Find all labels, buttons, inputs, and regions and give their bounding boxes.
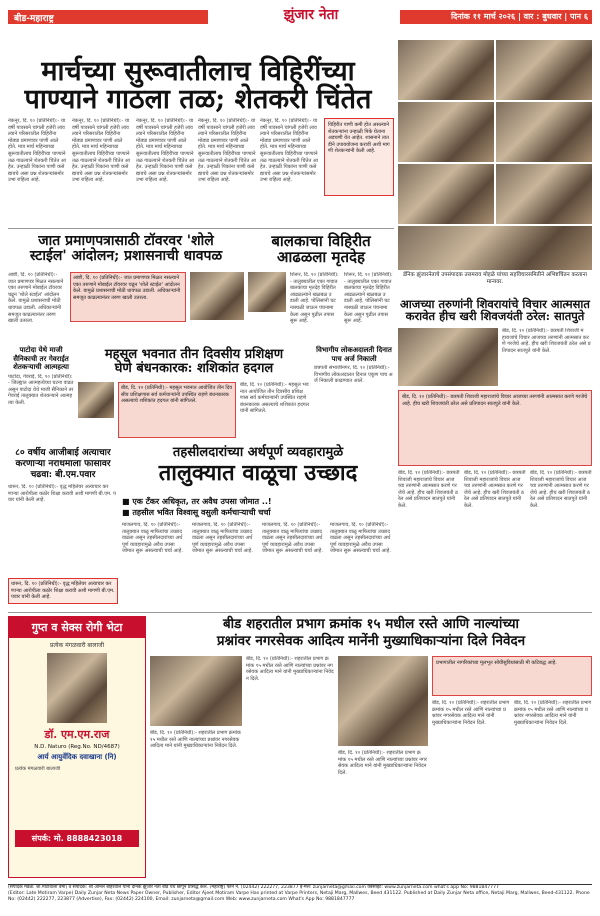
nivedan-body-col2: बीड, दि. १० (प्रतिनिधी):- शहरातील प्रभाग क्रमांक १५ मधील रस्ते आणि नाल्यांच्या प्रश्नांवर नगरसेवक आदित्य माने यांनी मुख्याधिकाऱ्यांना निवेदन दिले.: [432, 700, 510, 726]
valu-bullet-1: ■ एक टँकर अधिकृत, तर अवैध उपसा जोमात ..!: [122, 497, 272, 506]
clinic-ad-doctor: डॉ. एम.एम.राज: [44, 728, 110, 741]
valu-bullet-2: ■ तहसील भवित विश्वासू वसुली कर्मचाऱ्याची चर्चा: [122, 508, 271, 517]
sholay-headline-line1: जात प्रमाणपत्रासाठी टॉवरवर 'शोले: [38, 233, 214, 249]
valu-headline-line2: तालुक्यात वाळूचा उच्छाद: [158, 459, 358, 486]
shivaji-body-col3: बीड, दि. १० (प्रतिनिधी):- छत्रपती शिवाजी महाराजांचे विचार आजच्या तरुणांनी आत्मसात करणे गरजेचे आहे. हीच खरी शिवजयंती ठरेल असे प्रतिपादन सातपुते यांनी केले.: [530, 470, 592, 509]
photo-2: [496, 40, 592, 100]
shivaji-headline-line2: करावेत हीच खरी शिवजयंती ठरेल: सातपुते: [405, 309, 585, 324]
main-story-col1: नेकनूर, दि. १० (प्रतिनिधी):- या वर्षी पावसाने चांगली हजेरी लावल्याने परिसरातील विहिरींना मोठ्या प्रमाणावर पाणी आले होते. मात्र मार्च महिन्याच्या सुरूवातीलाच विहिरींच्या पाण्याने तळ गाठल्याने शेतकरी चिंतेत आहेत. उन्हाळी पिकांना पाणी कसे द्यायचे असा प्रश्न शेतकऱ्यांसमोर उभा राहिला आहे.: [8, 118, 66, 184]
photo-6: [496, 164, 592, 224]
date-line: दिनांक ११ मार्च २०२६ | वार : बुधवार | पान ६: [400, 10, 592, 24]
main-headline-line1: मार्चच्या सुरूवातीलाच विहिरींच्या: [41, 56, 355, 87]
prashikshan-headline: [78, 348, 310, 375]
photo-4: [496, 102, 592, 162]
balak-body-col2: शिरूर, दि. १० (प्रतिनिधी):- तालुक्यातील एका गावात बालकाचा मृतदेह विहिरीत आढळल्याने खळबळ उडाली आहे. पोलिसांनी घटनास्थळी जाऊन पंचनामा केला असून पुढील तपास सुरू आहे.: [344, 272, 393, 325]
section-label: बीड-महाराष्ट्र: [8, 10, 208, 24]
main-headline: [8, 58, 388, 115]
imprint-line1: (संपादक मंडळ: जा.मोटीवाला वर्मा) व संपादक: श्री अनिल बहिरवाल यांनी दैनिक झुंजार नेता बीड येथे छापून प्रसिद्ध केले. (महाराष्ट्र) फोन नं. (02442) 222277, 223877 ई-मेल: zunjarneta@gmail.com वेबसाइट: www.zunjarneta.com what's app No: 9881847777: [8, 885, 499, 890]
photo-5: [398, 164, 494, 224]
main-story-col4: नेकनूर, दि. १० (प्रतिनिधी):- या वर्षी पावसाने चांगली हजेरी लावल्याने परिसरातील विहिरींना मोठ्या प्रमाणावर पाणी आले होते. मात्र मार्च महिन्याच्या सुरूवातीलाच विहिरींच्या पाण्याने तळ गाठल्याने शेतकरी चिंतेत आहेत. उन्हाळी पिकांना पाणी कसे द्यायचे असा प्रश्न शेतकऱ्यांसमोर उभा राहिला आहे.: [198, 118, 256, 184]
main-story-col5: नेकनूर, दि. १० (प्रतिनिधी):- या वर्षी पावसाने चांगली हजेरी लावल्याने परिसरातील विहिरींना मोठ्या प्रमाणावर पाणी आले होते. मात्र मार्च महिन्याच्या सुरूवातीलाच विहिरींच्या पाण्याने तळ गाठल्याने शेतकरी चिंतेत आहेत. उन्हाळी पिकांना पाणी कसे द्यायचे असा प्रश्न शेतकऱ्यांसमोर उभा राहिला आहे.: [260, 118, 318, 184]
balak-headline-line2: आढळला मृतदेह: [277, 247, 365, 266]
valu-body-col4: माजलगाव, दि. १० (प्रतिनिधी):- तालुक्यात वाळू माफियांचा उच्छाद वाढला असून तहसीलदारांच्या अर्थपूर्ण व्यवहारामुळे अवैध उपसा जोमात सुरू असल्याची चर्चा आहे.: [330, 522, 391, 555]
clinic-ad-subtitle: प्रत्येक मंगळवारी बालाजी: [49, 642, 105, 649]
photo-1: [398, 40, 494, 100]
nivedan-body-col3: बीड, दि. १० (प्रतिनिधी):- शहरातील प्रभाग क्रमांक १५ मधील रस्ते आणि नाल्यांच्या प्रश्नांवर नगरसेवक आदित्य माने यांनी मुख्याधिकाऱ्यांना निवेदन दिले.: [514, 700, 592, 726]
ajibai-story: [8, 448, 118, 578]
balak-photo: [248, 272, 286, 312]
clinic-ad-degree: N.D. Naturo (Reg.No. ND/4687): [34, 744, 120, 750]
sholay-headline: [8, 234, 244, 263]
valu-headline-line1: तहसीलदारांच्या अर्थपूर्ण व्यवहारामुळे: [172, 445, 344, 460]
main-story-col3: नेकनूर, दि. १० (प्रतिनिधी):- या वर्षी पावसाने चांगली हजेरी लावल्याने परिसरातील विहिरींना मोठ्या प्रमाणावर पाणी आले होते. मात्र मार्च महिन्याच्या सुरूवातीलाच विहिरींच्या पाण्याने तळ गाठल्याने शेतकरी चिंतेत आहेत. उन्हाळी पिकांना पाणी कसे द्यायचे असा प्रश्न शेतकऱ्यांसमोर उभा राहिला आहे.: [136, 118, 194, 184]
shivaji-photo: [398, 328, 498, 386]
divider: [8, 228, 394, 229]
photo-3: [398, 102, 494, 162]
sholay-highlight-box: आष्टी, दि. १० (प्रतिनिधी):- जात प्रमाणपत्र मिळत नसल्याने एका तरुणाने मोबाईल टॉवरवर चढून 'शोले स्टाईल' आंदोलन केले. यामुळे प्रशासनाची मोठी धावपळ उडाली. अधिकाऱ्यांनी समजूत काढल्यानंतर तरुण खाली उतरला.: [70, 272, 186, 322]
lokadalat-story: [314, 346, 394, 442]
photo-collage: [398, 40, 592, 294]
clinic-ad-doctor-photo: [47, 653, 107, 723]
imprint-footer: [8, 884, 592, 910]
prashikshan-photo: [78, 382, 114, 418]
shivaji-body-top: बीड, दि. १० (प्रतिनिधी):- छत्रपती शिवाजी महाराजांचे विचार आजच्या तरुणांनी आत्मसात करणे गरजेचे आहे. हीच खरी शिवजयंती ठरेल असे प्रतिपादन सातपुते यांनी केले.: [502, 328, 591, 354]
nivedan-photo-1: [150, 656, 242, 726]
clinic-ad-body: प्रत्येक मंगळवारी बालाजी: [15, 766, 61, 772]
photo-7: [398, 226, 592, 270]
valu-bullet-1-text: एक टँकर अधिकृत, तर अवैध उपसा जोमात ..!: [132, 497, 272, 506]
main-story-col2: नेकनूर, दि. १० (प्रतिनिधी):- या वर्षी पावसाने चांगली हजेरी लावल्याने परिसरातील विहिरींना मोठ्या प्रमाणावर पाणी आले होते. मात्र मार्च महिन्याच्या सुरूवातीलाच विहिरींच्या पाण्याने तळ गाठल्याने शेतकरी चिंतेत आहेत. उन्हाळी पिकांना पाणी कसे द्यायचे असा प्रश्न शेतकऱ्यांसमोर उभा राहिला आहे.: [72, 118, 130, 184]
nivedan-body-col1: बीड, दि. १० (प्रतिनिधी):- शहरातील प्रभाग क्रमांक १५ मधील रस्ते आणि नाल्यांच्या प्रश्नांवर नगरसेवक आदित्य माने यांनी मुख्याधिकाऱ्यांना निवेदन दिले.: [246, 656, 334, 682]
newspaper-logo: झुंजार नेता: [283, 7, 339, 23]
sholay-photo: [190, 272, 244, 320]
shivaji-headline-line1: आजच्या तरुणांनी शिवरायांचे विचार आत्मसात: [400, 297, 590, 311]
nivedan-headline-line2: प्रश्नांवर नगरसेवक आदित्य मानेंनी मुख्याधिकाऱ्यांना दिले निवेदन: [216, 633, 526, 649]
sainik-headline: पाटोदा येथे माजी सैनिकाची तर गेवराईत शेतकऱ्याची आत्महत्या: [13, 346, 69, 371]
valu-body-col3: माजलगाव, दि. १० (प्रतिनिधी):- तालुक्यात वाळू माफियांचा उच्छाद वाढला असून तहसीलदारांच्या अर्थपूर्ण व्यवहारामुळे अवैध उपसा जोमात सुरू असल्याची चर्चा आहे.: [262, 522, 323, 555]
imprint-line2: (Editor: Late Motiram Varpe) Daily Zunjar Neta News Paper Owner, Publisher, Editor Ajeet Motiram Varpe Has printed at Varpe Printers, Netaji Marg, Mallwes, Beed 431122. Published at Daily Zunjar Neta office, Netaji Marg, Mallwes, Beed-431122. Phone No: (02442) 222277, 223877 (Advertise), Fax: (02442) 224100, Email: zunjarneta@gmail.com Web: www.zunjarneta.com What's App No: 9881847777: [8, 891, 590, 902]
clinic-ad-line: आर्य आयुर्वेदिक दवाखाना (नि): [37, 753, 117, 761]
balak-headline-line1: बालकाचा विहिरीत: [271, 232, 371, 250]
sainik-body: पाटोदा, गेवराई, दि. १० (प्रतिनिधी):- जिल्ह्यात आत्महत्येच्या घटना वाढत असून पाटोदा येथे माजी सैनिकाने तर गेवराई तालुक्यात शेतकऱ्याने आत्महत्या केली.: [8, 373, 74, 406]
clinic-ad: [8, 616, 146, 878]
lokadalat-headline: विभागीय लोकअदालती दिनात पाच अर्ज निकाली: [316, 345, 392, 363]
main-story-highlight-box: विहिरीत पाणी कमी होत असल्याने शेतकऱ्यांना उन्हाळी पिके घेताना अडचणी येत आहेत. शासनाने तातडीने उपाययोजना करावी अशी मागणी शेतकऱ्यांनी केली आहे.: [324, 118, 394, 196]
shivaji-highlight-box: बीड, दि. १० (प्रतिनिधी):- छत्रपती शिवाजी महाराजांचे विचार आजच्या तरुणांनी आत्मसात करणे गरजेचे आहे. हीच खरी शिवजयंती ठरेल असे प्रतिपादन सातपुते यांनी केले.: [398, 390, 592, 466]
shivaji-headline: [398, 298, 592, 322]
nivedan-headline-line1: बीड शहरातील प्रभाग क्रमांक १५ मधील रस्ते आणि नाल्यांच्या: [222, 616, 520, 632]
valu-body-col1: माजलगाव, दि. १० (प्रतिनिधी):- तालुक्यात वाळू माफियांचा उच्छाद वाढला असून तहसीलदारांच्या अर्थपूर्ण व्यवहारामुळे अवैध उपसा जोमात सुरू असल्याची चर्चा आहे.: [122, 522, 183, 555]
lokadalat-body: छत्रपती संभाजीनगर, दि. १० (प्रतिनिधी):- विभागीय लोकअदालत दिनात एकूण पाच अर्ज निकाली काढण्यात आले.: [314, 365, 393, 385]
clinic-ad-contact: संपर्क: मो. 8888423018: [15, 830, 139, 847]
nivedan-headline: [150, 616, 592, 650]
ajibai-highlight-box: धारूर, दि. १० (प्रतिनिधी):- वृद्ध महिलेवर अत्याचार करणाऱ्या आरोपीला कठोर शिक्षा करावी अशी मागणी बी.एम. पवार यांनी केली आहे.: [8, 578, 118, 604]
nivedan-body-col0: बीड, दि. १० (प्रतिनिधी):- शहरातील प्रभाग क्रमांक १५ मधील रस्ते आणि नाल्यांच्या प्रश्नांवर नगरसेवक आदित्य माने यांनी मुख्याधिकाऱ्यांना निवेदन दिले.: [150, 730, 241, 750]
divider-bottom: [8, 612, 592, 613]
valu-headline: [122, 446, 394, 485]
sholay-body-col1: आष्टी, दि. १० (प्रतिनिधी):- जात प्रमाणपत्र मिळत नसल्याने एका तरुणाने मोबाईल टॉवरवर चढून 'शोले स्टाईल' आंदोलन केले. यामुळे प्रशासनाची मोठी धावपळ उडाली. अधिकाऱ्यांनी समजूत काढल्यानंतर तरुण खाली उतरला.: [8, 272, 64, 325]
valu-body-col2: माजलगाव, दि. १० (प्रतिनिधी):- तालुक्यात वाळू माफियांचा उच्छाद वाढला असून तहसीलदारांच्या अर्थपूर्ण व्यवहारामुळे अवैध उपसा जोमात सुरू असल्याची चर्चा आहे.: [192, 522, 253, 555]
shivaji-body-col1: बीड, दि. १० (प्रतिनिधी):- छत्रपती शिवाजी महाराजांचे विचार आजच्या तरुणांनी आत्मसात करणे गरजेचे आहे. हीच खरी शिवजयंती ठरेल असे प्रतिपादन सातपुते यांनी केले.: [398, 470, 460, 509]
prashikshan-highlight-box: बीड, दि. १० (प्रतिनिधी):- महसूल भवनात आयोजित तीन दिवसीय प्रशिक्षणास सर्व कर्मचाऱ्यांनी उपस्थित राहणे बंधनकारक असल्याचे शशिकांत हदगल यांनी सांगितले.: [118, 382, 236, 438]
prashikshan-headline-line1: महसूल भवनात तीन दिवसीय प्रशिक्षण: [104, 347, 284, 362]
prashikshan-headline-line2: घेणे बंधनकारक: शशिकांत हदगल: [114, 360, 274, 376]
ajibai-body: धारूर, दि. १० (प्रतिनिधी):- वृद्ध महिलेवर अत्याचार करणाऱ्या आरोपीला कठोर शिक्षा करावी अशी मागणी बी.एम. पवार यांनी केली आहे.: [8, 484, 117, 504]
valu-bullets: [122, 496, 394, 518]
sholay-headline-line2: स्टाईल' आंदोलन; प्रशासनाची धावपळ: [29, 247, 223, 264]
main-headline-line2: पाण्याने गाठला तळ; शेतकरी चिंतेत: [24, 84, 372, 116]
nivedan-quote-box: प्रभागातील नागरिकांच्या मूलभूत सोयीसुविधांसाठी मी कटिबद्ध आहे.: [432, 656, 592, 696]
prashikshan-body: बीड, दि. १० (प्रतिनिधी):- महसूल भवनात आयोजित तीन दिवसीय प्रशिक्षणास सर्व कर्मचाऱ्यांनी उपस्थित राहणे बंधनकारक असल्याचे शशिकांत हदगल यांनी सांगितले.: [240, 382, 309, 415]
nivedan-body-col4: बीड, दि. १० (प्रतिनिधी):- शहरातील प्रभाग क्रमांक १५ मधील रस्ते आणि नाल्यांच्या प्रश्नांवर नगरसेवक आदित्य माने यांनी मुख्याधिकाऱ्यांना निवेदन दिले.: [338, 750, 427, 776]
masthead-bar: [8, 4, 592, 28]
clinic-ad-title: गुप्त व सेक्स रोगी भेटा: [9, 617, 145, 638]
photo-caption: डॅनिक झुंजारनेताचे उपसंपादक उत्तमराव मोहळे यांच्या सहविचारसमितीने अभिष्टचिंतन करताना मान्यवर.: [403, 272, 587, 285]
balak-body-col1: शिरूर, दि. १० (प्रतिनिधी):- तालुक्यातील एका गावात बालकाचा मृतदेह विहिरीत आढळल्याने खळबळ उडाली आहे. पोलिसांनी घटनास्थळी जाऊन पंचनामा केला असून पुढील तपास सुरू आहे.: [290, 272, 339, 325]
sainik-story: [8, 346, 74, 446]
valu-bullet-2-text: तहसील भवित विश्वासू वसुली कर्मचाऱ्याची चर्चा: [132, 508, 271, 517]
ajibai-headline: ८० वर्षीय आजीबाई अत्याचार करणाऱ्या नराधमाला फासावर चढवा: बी.एम.पवार: [15, 448, 111, 480]
balak-headline: [248, 234, 394, 266]
nivedan-photo-2: [338, 656, 428, 746]
shivaji-body-col2: बीड, दि. १० (प्रतिनिधी):- छत्रपती शिवाजी महाराजांचे विचार आजच्या तरुणांनी आत्मसात करणे गरजेचे आहे. हीच खरी शिवजयंती ठरेल असे प्रतिपादन सातपुते यांनी केले.: [464, 470, 526, 509]
